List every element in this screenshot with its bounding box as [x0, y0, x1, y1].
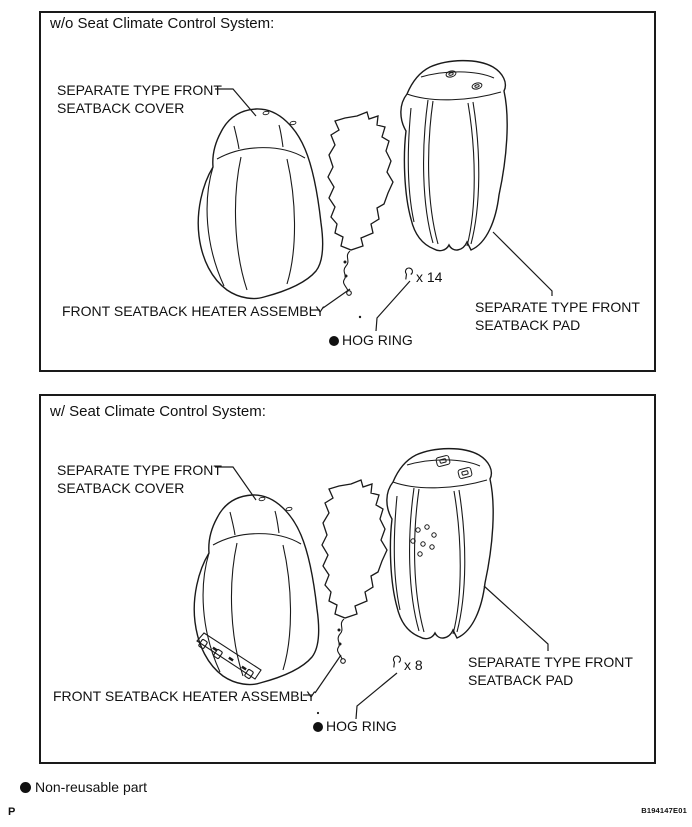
filled-circle-icon	[20, 782, 31, 793]
heater-assembly-label: FRONT SEATBACK HEATER ASSEMBLY	[53, 688, 316, 704]
hog-ring-count-text: x 8	[404, 657, 423, 673]
hog-ring-icon	[392, 653, 402, 669]
non-reusable-legend-text: Non-reusable part	[35, 779, 148, 795]
hog-ring-legend	[329, 332, 413, 348]
seatback-cover-label-line1: SEPARATE TYPE FRONT	[57, 82, 222, 98]
seatback-cover-label	[57, 81, 222, 117]
filled-circle-icon	[313, 722, 323, 732]
non-reusable-legend	[20, 779, 147, 795]
seatback-cover-label	[57, 461, 222, 497]
hog-ring-count-text: x 14	[416, 269, 443, 285]
hog-ring-legend-text: HOG RING	[342, 332, 413, 348]
seatback-pad-label-line1: SEPARATE TYPE FRONT	[475, 299, 640, 315]
hog-ring-icon	[404, 265, 414, 281]
page-marker: P	[8, 806, 16, 818]
seatback-pad-label	[475, 298, 640, 334]
filled-circle-icon	[329, 336, 339, 346]
panel-title: w/ Seat Climate Control System:	[50, 403, 266, 420]
panel-with-climate-control	[39, 394, 656, 764]
hog-ring-count	[392, 652, 423, 672]
hog-ring-legend-text: HOG RING	[326, 718, 397, 734]
hog-ring-legend	[313, 718, 397, 734]
seatback-cover-label-line2: SEATBACK COVER	[57, 480, 185, 496]
hog-ring-count	[404, 264, 442, 284]
heater-assembly-label: FRONT SEATBACK HEATER ASSEMBLY	[62, 303, 325, 319]
seatback-cover-label-line2: SEATBACK COVER	[57, 100, 185, 116]
panel-title: w/o Seat Climate Control System:	[50, 15, 275, 32]
seatback-cover-label-line1: SEPARATE TYPE FRONT	[57, 462, 222, 478]
seatback-pad-label-line2: SEATBACK PAD	[468, 672, 574, 688]
figure-code: B194147E01	[641, 806, 687, 815]
seatback-pad-label	[468, 653, 633, 689]
seatback-pad-label-line1: SEPARATE TYPE FRONT	[468, 654, 633, 670]
seatback-pad-label-line2: SEATBACK PAD	[475, 317, 581, 333]
